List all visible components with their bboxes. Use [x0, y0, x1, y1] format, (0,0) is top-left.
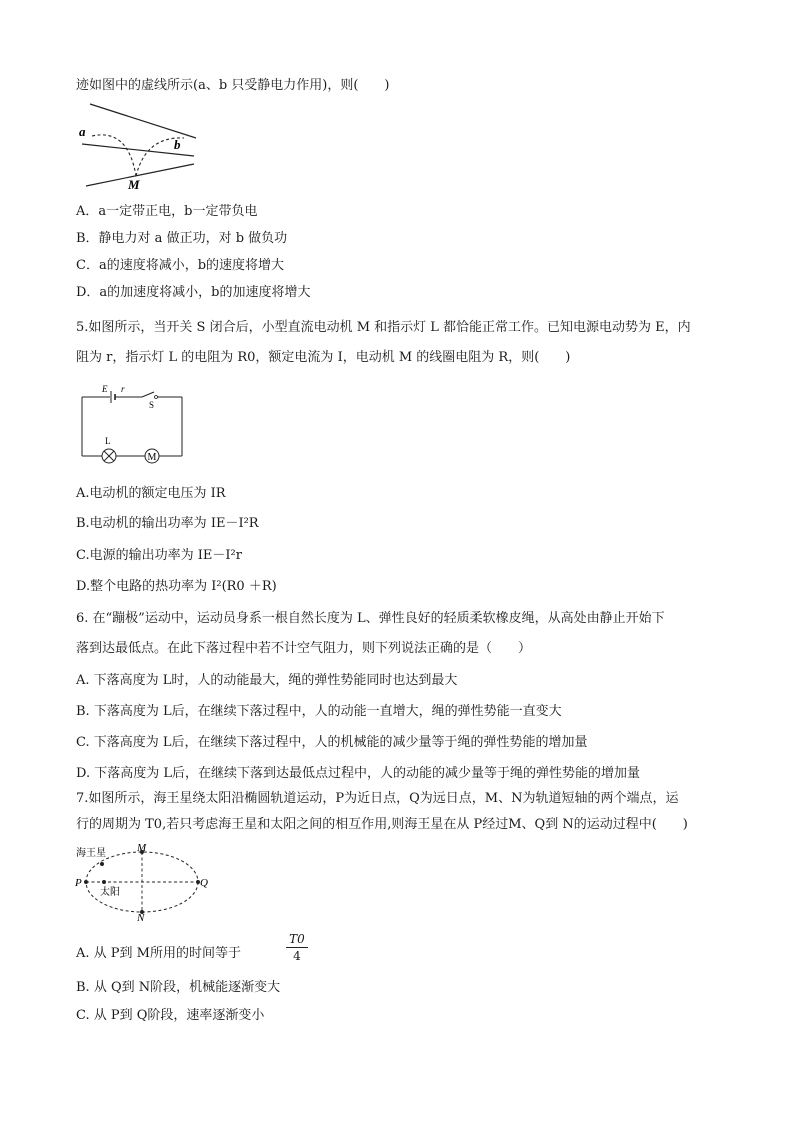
fraction-denominator: 4 [293, 949, 301, 963]
sun-dot [102, 880, 106, 884]
label-neptune: 海王星 [76, 848, 106, 859]
q6-stem-line1: 6. 在“蹦极”运动中，运动员身系一根自然长度为 L、弹性良好的轻质柔软橡皮绳，从高处由静止开始下 [76, 611, 665, 626]
label-b: b [174, 137, 181, 152]
label-E: E [102, 384, 108, 394]
q6-option-a: A. 下落高度为 L时，人的动能最大，绳的弹性势能同时也达到最大 [76, 673, 458, 688]
label-M: M [137, 842, 147, 854]
q5-option-a: A.电动机的额定电压为 IR [76, 486, 226, 501]
q5-stem-line2: 阻为 r，指示灯 L 的电阻为 R0，额定电流为 I，电动机 M 的线圈电阻为 R，则( ) [76, 350, 571, 365]
q7-option-b: B. 从 Q到 N阶段，机械能逐渐变大 [76, 980, 281, 995]
label-N: N [137, 912, 145, 922]
motor-label: M [147, 452, 157, 463]
switch-blade [142, 392, 154, 397]
q7-stem-line1: 7.如图所示，海王星绕太阳沿椭圆轨道运动，P为近日点，Q为远日点，M、N为轨道短轴的两个端点，运 [76, 791, 679, 806]
q4-intro: 迹如图中的虚线所示(a、b 只受静电力作用)，则( ) [76, 78, 390, 93]
q6-option-d: D. 下落高度为 L后，在继续下落到达最低点过程中，人的动能的减少量等于绳的弹性势能的增加量 [76, 766, 640, 781]
q5-stem-line1: 5.如图所示，当开关 S 闭合后，小型直流电动机 M 和指示灯 L 都恰能正常工作。已知电源电动势为 E，内 [76, 320, 691, 335]
q7-option-a-fraction [286, 932, 308, 963]
neptune-dot [100, 862, 104, 866]
label-a: a [79, 124, 86, 139]
label-Q: Q [200, 877, 208, 889]
q7-stem-line2: 行的周期为 T0,若只考虑海王星和太阳之间的相互作用,则海王星在从 P经过M、Q到 N的运动过程中( ) [76, 817, 688, 832]
fraction-numerator: T0 [289, 932, 305, 946]
q4-option-a: A．a一定带正电，b一定带负电 [76, 204, 258, 219]
q4-option-b: B．静电力对 a 做正功，对 b 做负功 [76, 231, 288, 246]
q7-option-a: A. 从 P到 M所用的时间等于 [76, 946, 241, 961]
q5-circuit [76, 382, 188, 466]
label-M: M [128, 177, 140, 192]
q4-option-c: C．a的速度将减小，b的速度将增大 [76, 258, 285, 273]
lower-line [86, 164, 194, 186]
trajectory-a [92, 135, 136, 176]
label-r: r [121, 384, 125, 394]
fraction-bar [286, 947, 308, 948]
q6-option-c: C. 下落高度为 L后，在继续下落过程中，人的机械能的减少量等于绳的弹性势能的增加量 [76, 735, 588, 750]
q4-figure [76, 100, 200, 194]
label-L: L [105, 436, 111, 446]
q7-option-c: C. 从 P到 Q阶段，速率逐渐变小 [76, 1008, 265, 1023]
q4-option-d: D．a的加速度将减小，b的加速度将增大 [76, 285, 311, 300]
q5-option-c: C.电源的输出功率为 IE－I²r [76, 548, 242, 563]
q6-stem-line2: 落到达最低点。在此下落过程中若不计空气阻力，则下列说法正确的是（ ） [76, 641, 532, 656]
upper-line [90, 104, 196, 138]
label-sun: 太阳 [100, 887, 120, 898]
q7-orbit-figure [72, 842, 212, 922]
label-P: P [75, 877, 82, 889]
point-P [84, 880, 88, 884]
q5-option-b: B.电动机的输出功率为 IE－I²R [76, 516, 259, 531]
label-S: S [149, 400, 155, 410]
q5-option-d: D.整个电路的热功率为 I²(R0 ＋R) [76, 579, 277, 594]
q6-option-b: B. 下落高度为 L后，在继续下落过程中，人的动能一直增大，绳的弹性势能一直变大 [76, 704, 562, 719]
